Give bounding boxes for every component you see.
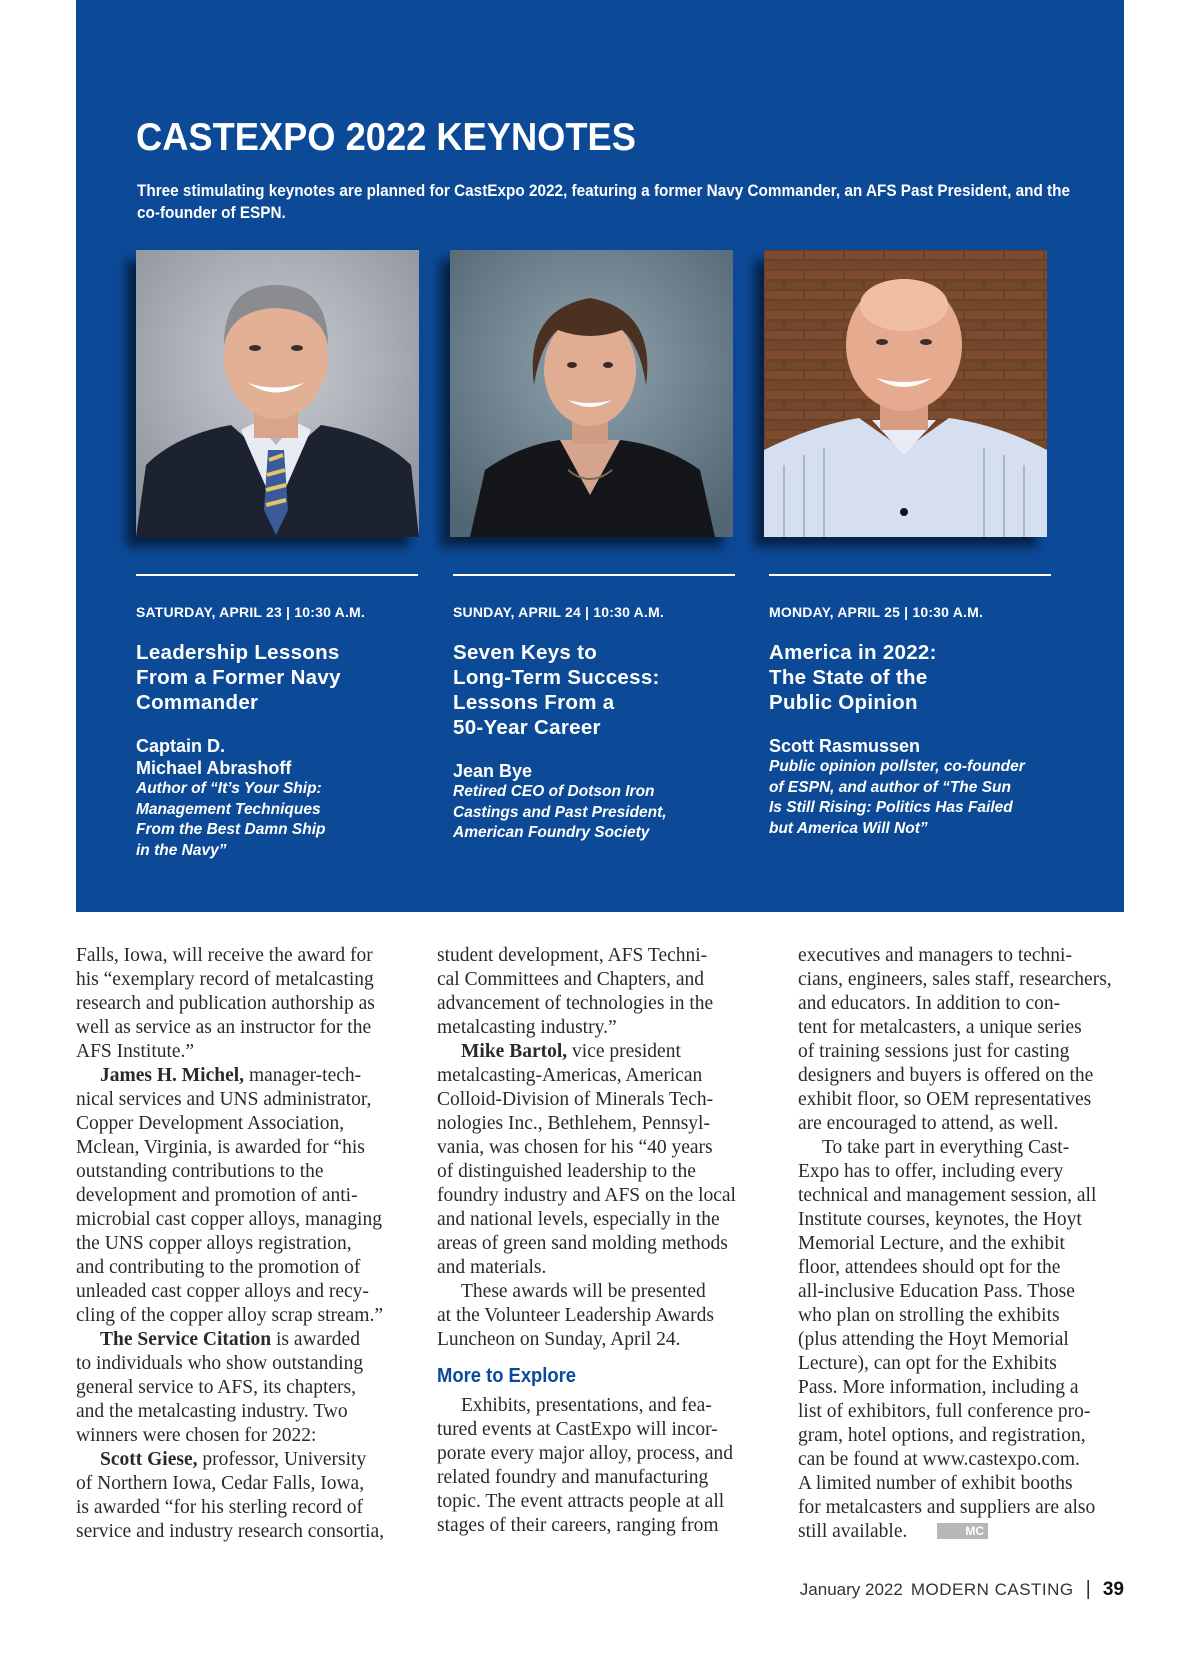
article-column-1 — [76, 944, 411, 1544]
award-recipient-name: Scott Giese, — [100, 1449, 198, 1470]
speaker-photo-abrashoff — [136, 250, 419, 537]
keynote-speaker: Scott Rasmussen — [769, 736, 921, 756]
keynote-1 — [136, 574, 418, 861]
keynote-divider — [769, 574, 1051, 576]
keynote-3 — [769, 574, 1051, 839]
keynote-talk-title: America in 2022: The State of the Public Opinion — [769, 641, 937, 714]
footer-separator: | — [1085, 1578, 1091, 1600]
keynote-speaker: Captain D. Michael Abrashoff — [136, 736, 292, 778]
panel-intro: Three stimulating keynotes are planned for CastExpo 2022, featuring a former Navy Commander, an AFS Past President, and the co-founder of ESPN. — [137, 181, 1071, 222]
magazine-name: MODERN CASTING — [910, 1579, 1074, 1599]
keynote-date: MONDAY, APRIL 25 | 10:30 A.M. — [769, 604, 984, 620]
award-name: The Service Citation — [100, 1329, 272, 1350]
keynote-talk-title: Leadership Lessons From a Former Navy Commander — [136, 641, 341, 714]
article-column-3 — [798, 944, 1133, 1544]
section-heading: More to Explore — [437, 1365, 577, 1387]
end-mark-badge: MC — [937, 1523, 988, 1539]
paragraph: Mike Bartol, vice president metalcasting-Americas, American Colloid-Division of Minerals Tech- nologies Inc., Bethlehem, Pennsyl- vania, was chosen for his “40 years of distinguished leadership to the foundry industry and AFS on the local and national levels, especially in the areas of green sand molding methods and materials. — [437, 1041, 736, 1278]
page-footer — [800, 1578, 1124, 1601]
keynotes-panel — [76, 0, 1124, 912]
keynote-divider — [453, 574, 735, 576]
award-recipient-name: James H. Michel, — [100, 1065, 245, 1086]
keynote-speaker-role: Public opinion pollster, co-founder of ESPN, and author of “The Sun Is Still Rising: Politics Has Failed but America Will Not” — [769, 758, 1025, 837]
paragraph: Falls, Iowa, will receive the award for his “exemplary record of metalcasting research and publication authorship as well as service as an instructor for the AFS Institute.” — [76, 945, 375, 1062]
article-column-2 — [437, 944, 772, 1538]
keynote-speaker-role: Author of “It’s Your Ship: Management Techniques From the Best Damn Ship in the Navy” — [136, 780, 326, 859]
keynote-speaker-role: Retired CEO of Dotson Iron Castings and Past President, American Foundry Society — [453, 783, 667, 841]
paragraph: James H. Michel, manager-tech- nical services and UNS administrator, Copper Development Association, Mclean, Virginia, is awarded for “his outstanding contributions to the development and promotion of anti- microbial cast copper alloys, managing the UNS copper alloys registration, and contributing to the promotion of unleaded cast copper alloys and recy- cling of the copper alloy scrap stream.” — [76, 1065, 384, 1326]
keynote-talk-title: Seven Keys to Long-Term Success: Lessons From a 50-Year Career — [453, 641, 660, 739]
paragraph: These awards will be presented at the Volunteer Leadership Awards Luncheon on Sunday, April 24. — [437, 1281, 714, 1350]
paragraph: Exhibits, presentations, and fea- tured events at CastExpo will incor- porate every major alloy, process, and related foundry and manufacturing topic. The event attracts people at all stages of their careers, ranging from — [437, 1395, 733, 1536]
page-number: 39 — [1102, 1578, 1124, 1600]
paragraph: Scott Giese, professor, University of Northern Iowa, Cedar Falls, Iowa, is awarded “for his sterling record of service and industry research consortia, — [76, 1449, 385, 1542]
keynote-divider — [136, 574, 418, 576]
keynote-2 — [453, 574, 735, 844]
paragraph: The Service Citation is awarded to individuals who show outstanding general service to AFS, its chapters, and the metalcasting industry. Two winners were chosen for 2022: — [76, 1329, 364, 1446]
issue-date: January 2022 — [799, 1579, 903, 1599]
speaker-photo-bye — [450, 250, 733, 537]
speaker-photo-rasmussen — [764, 250, 1047, 537]
paragraph: To take part in everything Cast- Expo has to offer, including every technical and management session, all Institute courses, keynotes, the Hoyt Memorial Lecture, and the exhibit floor, attendees should opt for the all-inclusive Education Pass. Those who plan on strolling the exhibits (plus attending the Hoyt Memorial Lecture), can opt for the Exhibits Pass. More information, including a list of exhibitors, full conference pro- gram, hotel options, and registration, can be found at www.castexpo.com. A limited number of exhibit booths for metalcasters and suppliers are also still available. MC — [798, 1137, 1097, 1542]
paragraph: executives and managers to techni- cians, engineers, sales staff, researchers, and educators. In addition to con- tent for metalcasters, a unique series of training sessions just for casting designers and buyers is offered on the exhibit floor, so OEM representatives are encouraged to attend, as well. — [798, 945, 1112, 1134]
award-recipient-name: Mike Bartol, — [461, 1041, 568, 1062]
keynote-date: SATURDAY, APRIL 23 | 10:30 A.M. — [136, 604, 365, 620]
keynote-speaker: Jean Bye — [453, 761, 533, 781]
keynote-date: SUNDAY, APRIL 24 | 10:30 A.M. — [453, 604, 664, 620]
panel-title: CASTEXPO 2022 KEYNOTES — [136, 116, 636, 159]
paragraph: student development, AFS Techni- cal Committees and Chapters, and advancement of technologies in the metalcasting industry.” — [437, 945, 714, 1038]
